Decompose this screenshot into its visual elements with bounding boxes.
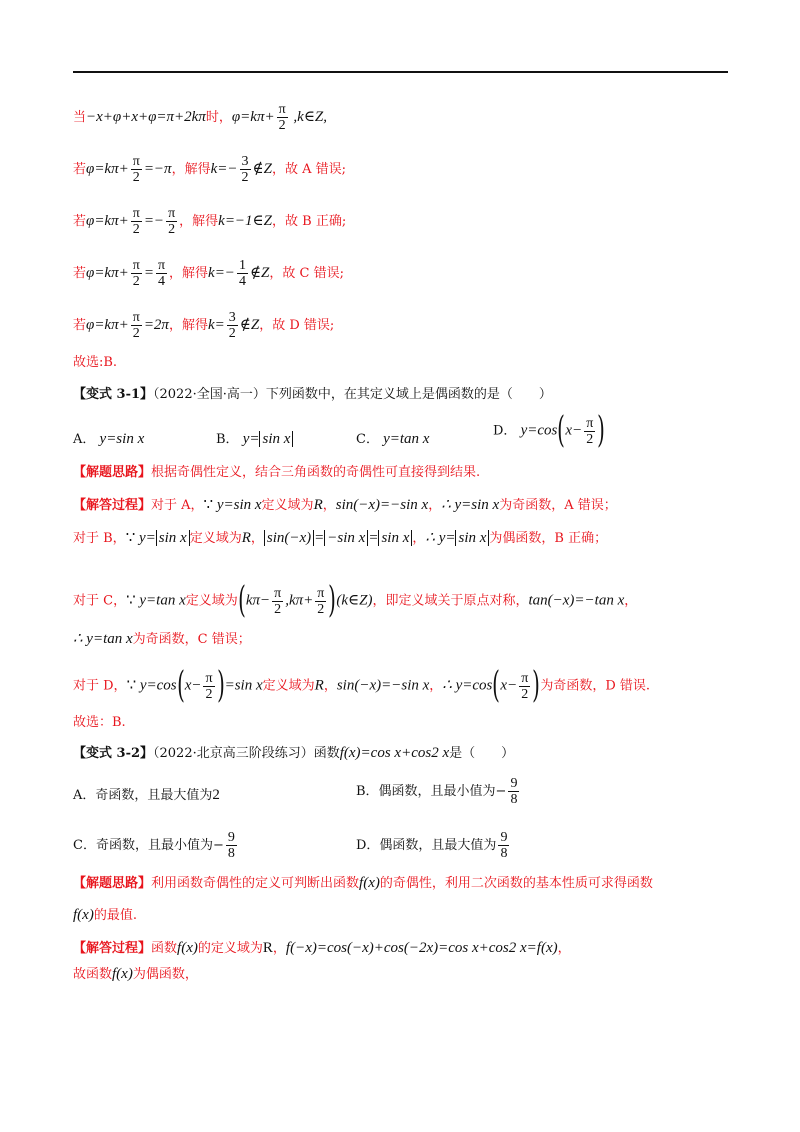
fraction: $\frac{1}{4}$: [238, 258, 246, 289]
fraction: $\frac{\pi}{2}$: [278, 102, 286, 133]
fraction: $\frac{\pi}{2}$: [317, 585, 325, 617]
fraction: $\frac{3}{2}$: [228, 310, 236, 341]
option-d[interactable]: D． y=cos(x− $\frac{\pi}{2}$ ): [493, 410, 606, 451]
solution-line-d: 若φ=kπ+ $\frac{\pi}{2}$ =2π，解得k= $\frac{3}{2}$ ∉Z，故 D 错误;: [73, 310, 335, 341]
fraction: $\frac{\pi}{2}$: [521, 670, 529, 702]
solution-line-c: 若φ=kπ+ $\frac{\pi}{2}$ = $\frac{\pi}{4}$ ，解得k=− $\frac{1}{4}$ ∉Z，故 C 错误;: [73, 258, 344, 289]
answer-select-3-1: 故选：B.: [73, 715, 126, 730]
thinking-3-2: 【解题思路】利用函数奇偶性的定义可判断出函数f(x)的奇偶性，利用二次函数的基本性质可求得函数: [73, 875, 653, 891]
fraction: $\frac{\pi}{2}$: [274, 585, 282, 617]
fraction: $\frac{\pi}{2}$: [132, 310, 140, 341]
option-c[interactable]: C． y=tan x: [356, 431, 430, 447]
fraction: $\frac{9}{8}$: [500, 830, 508, 861]
question-3-1: 【变式 3-1】（2022·全国·高一）下列函数中，在其定义域上是偶函数的是（ ）: [73, 387, 552, 402]
fraction: $\frac{3}{2}$: [241, 154, 249, 185]
solution-line-b: 若φ=kπ+ $\frac{\pi}{2}$ =− $\frac{\pi}{2}$ ，解得k=−1∈Z，故 B 正确;: [73, 206, 347, 237]
answer-select: 故选:B.: [73, 355, 118, 370]
option-b[interactable]: B． y= sin x: [216, 428, 293, 448]
option-b-3-2[interactable]: B．偶函数，且最小值为− $\frac{9}{8}$: [356, 776, 518, 807]
process-3-1-a: 【解答过程】对于 A，∵ y=sin x定义域为R，sin(−x)=−sin x，∴ y=sin x为奇函数，A 错误；: [73, 497, 617, 513]
option-a[interactable]: A． y=sin x: [73, 431, 145, 447]
fraction: $\frac{\pi}{2}$: [586, 415, 594, 447]
fraction: $\frac{\pi}{2}$: [168, 206, 176, 237]
fraction: $\frac{\pi}{2}$: [132, 258, 140, 289]
thinking-3-2-line-2: f(x)的最值.: [73, 907, 137, 923]
option-a-3-2[interactable]: A．奇函数，且最大值为2: [73, 787, 220, 803]
option-c-3-2[interactable]: C．奇函数，且最小值为− $\frac{9}{8}$: [73, 830, 235, 861]
fraction: $\frac{\pi}{2}$: [132, 206, 140, 237]
fraction: $\frac{\pi}{4}$: [157, 258, 166, 289]
fraction: $\frac{\pi}{2}$: [205, 670, 213, 702]
question-3-2: 【变式 3-2】（2022·北京高三阶段练习）函数f(x)=cos x+cos2 x是（ ）: [73, 745, 515, 761]
thinking-3-1: 【解题思路】根据奇偶性定义，结合三角函数的奇偶性可直接得到结果.: [73, 465, 481, 480]
fraction: $\frac{9}{8}$: [227, 830, 235, 861]
option-d-3-2[interactable]: D．偶函数，且最大值为 $\frac{9}{8}$: [356, 830, 508, 861]
process-3-1-c: 对于 C，∵ y=tan x定义域为(kπ− $\frac{\pi}{2}$ ,kπ+ $\frac{\pi}{2}$ )(k∈Z)，即定义域关于原点对称，tan(−x)=−tan x，: [73, 580, 638, 621]
process-3-2: 【解答过程】函数f(x)的定义域为R，f(−x)=cos(−x)+cos(−2x)=cos x+cos2 x=f(x)，: [73, 940, 571, 956]
process-3-1-d: 对于 D，∵ y=cos(x− $\frac{\pi}{2}$ )=sin x定义域为R，sin(−x)=−sin x，∴ y=cos(x− $\frac{\pi}{2}$ )为奇函数，D 错误.: [73, 665, 651, 706]
fraction: $\frac{\pi}{2}$: [132, 154, 140, 185]
solution-line-1: 当−x+φ+x+φ=π+2kπ时，φ=kπ+ $\frac{\pi}{2}$ ,k∈Z,: [73, 102, 328, 133]
header-rule: [73, 71, 728, 73]
fraction: $\frac{9}{8}$: [510, 776, 518, 807]
process-3-1-b: 对于 B，∵ y= sin x 定义域为R， sin(−x) = −sin x = sin x ，∴ y= sin x 为偶函数，B 正确；: [73, 530, 608, 546]
process-3-1-c2: ∴ y=tan x为奇函数，C 错误；: [73, 631, 251, 647]
solution-line-a: 若φ=kπ+ $\frac{\pi}{2}$ =−π，解得k=− $\frac{3}{2}$ ∉Z，故 A 错误;: [73, 154, 346, 185]
process-3-2-line-2: 故函数f(x)为偶函数，: [73, 966, 198, 982]
